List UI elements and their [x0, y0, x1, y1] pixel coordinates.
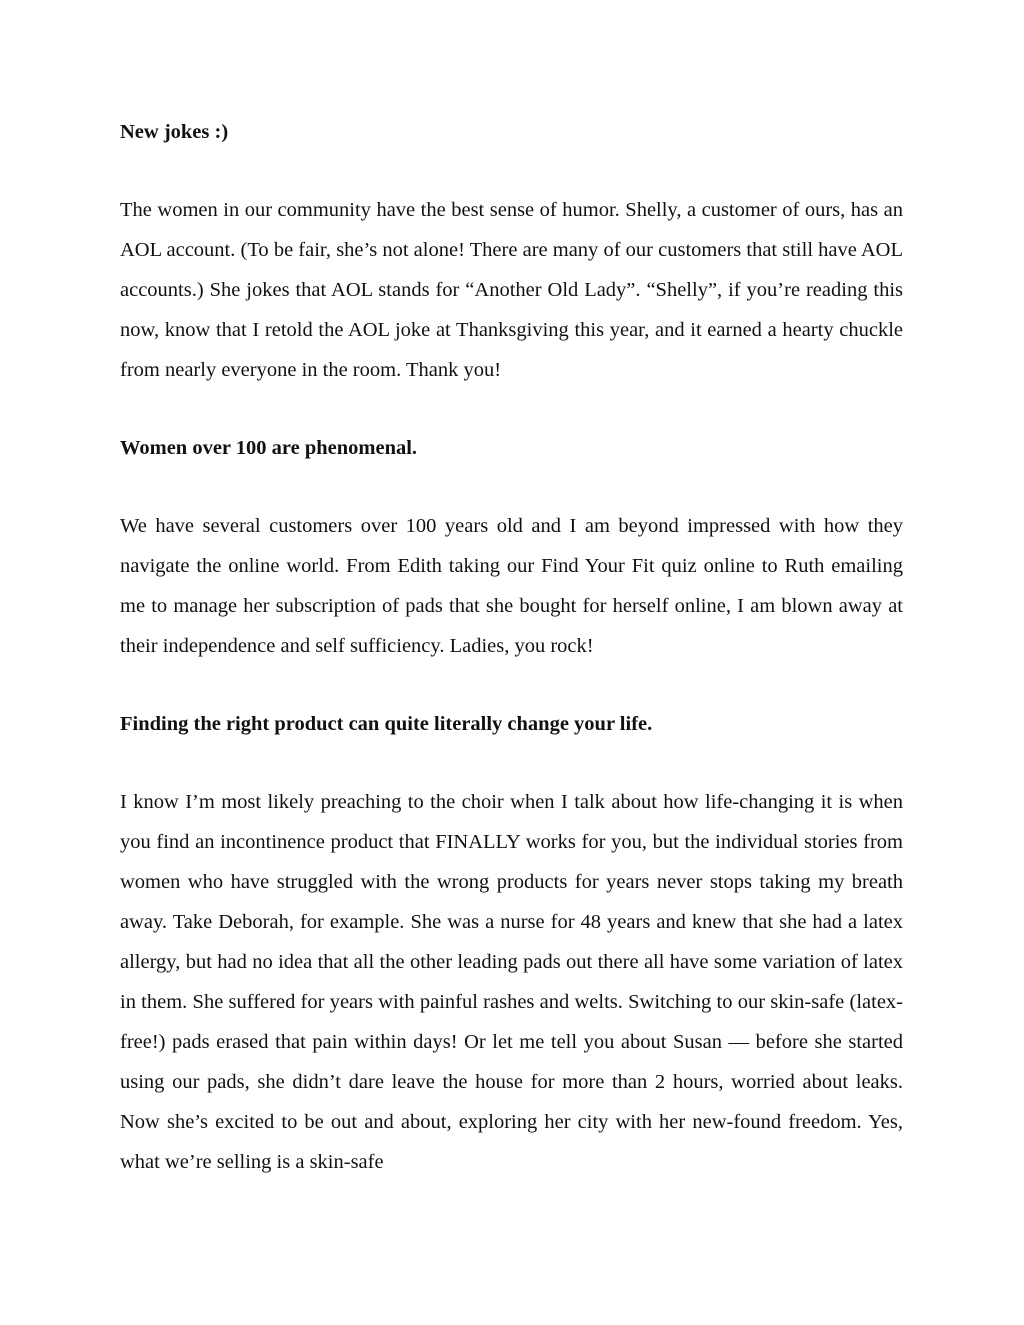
section-heading-women-over-100: Women over 100 are phenomenal. — [120, 437, 418, 459]
document-page — [120, 112, 903, 1182]
section-heading-right-product: Finding the right product can quite literally change your life. — [120, 713, 653, 735]
section-body-new-jokes: The women in our community have the best sense of humor. Shelly, a customer of ours, has an AOL account. (To be fair, she’s not alone! There are many of our customers that still have AOL accounts.) She jokes that AOL stands for “Another Old Lady”. “Shelly”, if you’re reading this now, know that I retold the AOL joke at Thanksgiving this year, and it earned a hearty chuckle from nearly everyone in the room. Thank you! — [120, 199, 903, 381]
section-heading-new-jokes: New jokes :) — [120, 121, 229, 143]
section-body-women-over-100: We have several customers over 100 years old and I am beyond impressed with how they navigate the online world. From Edith taking our Find Your Fit quiz online to Ruth emailing me to manage her subscription of pads that she bought for herself online, I am blown away at their independence and self sufficiency. Ladies, you rock! — [120, 515, 903, 657]
section-body-right-product: I know I’m most likely preaching to the choir when I talk about how life-changing it is when you find an incontinence product that FINALLY works for you, but the individual stories from women who have struggled with the wrong products for years never stops taking my breath away. Take Deborah, for example. She was a nurse for 48 years and knew that she had a latex allergy, but had no idea that all the other leading pads out there all have some variation of latex in them. She suffered for years with painful rashes and welts. Switching to our skin-safe (latex-free!) pads erased that pain within days! Or let me tell you about Susan — before she started using our pads, she didn’t dare leave the house for more than 2 hours, worried about leaks. Now she’s excited to be out and about, exploring her city with her new-found freedom. Yes, what we’re selling is a skin-safe — [120, 791, 903, 1173]
